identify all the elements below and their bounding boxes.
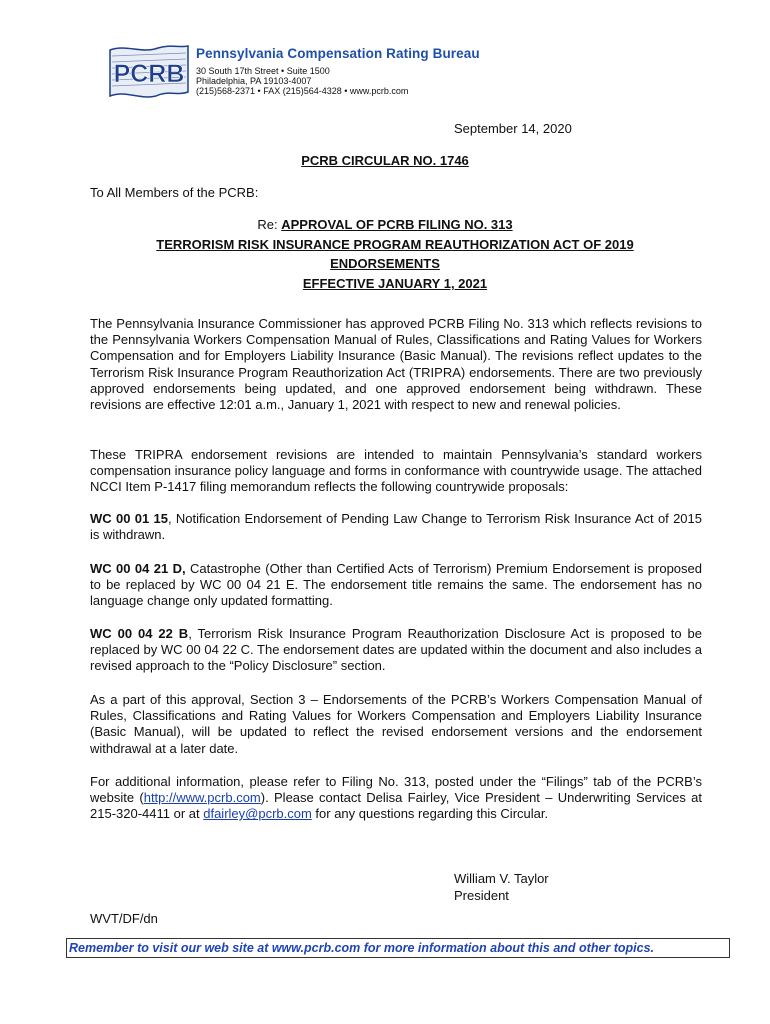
endorsement-code: WC 00 04 21 D, [90, 561, 186, 576]
signer-name: William V. Taylor [454, 871, 549, 886]
signer-title: President [454, 888, 509, 903]
org-contact-line: (215)568-2371 • FAX (215)564-4328 • www.pcrb.com [196, 86, 409, 96]
org-address-line-2: Philadelphia, PA 19103-4007 [196, 76, 312, 86]
subject-line-2: TERRORISM RISK INSURANCE PROGRAM REAUTHORIZATION ACT OF 2019 [156, 237, 634, 252]
subject-filing: APPROVAL OF PCRB FILING NO. 313 [281, 217, 513, 232]
email-link[interactable]: dfairley@pcrb.com [203, 806, 312, 822]
website-link[interactable]: http://www.pcrb.com [143, 790, 261, 806]
pcrb-logo [108, 44, 190, 100]
subject-line-3: ENDORSEMENTS [330, 256, 440, 271]
paragraph-contact [90, 774, 702, 823]
footer-reminder: Remember to visit our web site at www.pcrb.com for more information about this and other topics. [66, 938, 730, 958]
circular-number: PCRB CIRCULAR NO. 1746 [301, 153, 469, 168]
org-name: Pennsylvania Compensation Rating Bureau [196, 46, 480, 61]
paragraph-wc000421 [90, 561, 702, 610]
paragraph-approval: The Pennsylvania Insurance Commissioner has approved PCRB Filing No. 313 which reflects revisions to the Pennsylvania Workers Compensation Manual of Rules, Classifications and Rating Values for Workers Compensation and for Employers Liability Insurance (Basic Manual). The revisions reflect updates to the Terrorism Risk Insurance Program Reauthorization Act (TRIPRA) endorsements. There are two previously approved endorsements being updated, and one approved endorsement being withdrawn. These revisions are effective 12:01 a.m., January 1, 2021 with respect to new and renewal policies. [90, 316, 702, 413]
paragraph-wc000115 [90, 511, 702, 543]
subject-line-1 [0, 217, 770, 232]
endorsement-text: Catastrophe (Other than Certified Acts of Terrorism) Premium Endorsement is proposed to be replaced by WC 00 04 21 E. The endorsement title remains the same. The endorsement has no language change only updated formatting. [90, 561, 702, 609]
letter-date: September 14, 2020 [454, 121, 572, 136]
typist-initials: WVT/DF/dn [90, 911, 158, 926]
svg-text:PCRB: PCRB [113, 60, 185, 88]
contact-text-b: ). Please contact Delisa Fairley, Vice President – Underwriting Services at 215-320-4411 or at [90, 790, 702, 822]
endorsement-code: WC 00 04 22 B [90, 626, 189, 641]
contact-text-c: for any questions regarding this Circular. [311, 806, 549, 822]
paragraph-section3: As a part of this approval, Section 3 – Endorsements of the PCRB’s Workers Compensation Manual of Rules, Classifications and Rating Values for Workers Compensation and Employers Liability Insurance (Basic Manual), will be updated to reflect the revised endorsement versions and the endorsement withdrawal at a later date. [90, 692, 702, 756]
paragraph-wc000422 [90, 626, 702, 675]
endorsement-text: , Notification Endorsement of Pending Law Change to Terrorism Risk Insurance Act of 2015 is withdrawn. [90, 511, 703, 543]
endorsement-text: , Terrorism Risk Insurance Program Reauthorization Disclosure Act is proposed to be replaced by WC 00 04 22 C. The endorsement dates are updated within the document and also includes a revised approach to the “Policy Disclosure” section. [90, 626, 702, 674]
paragraph-tripra: These TRIPRA endorsement revisions are intended to maintain Pennsylvania’s standard workers compensation insurance policy language and forms in conformance with countrywide usage. The attached NCCI Item P-1417 filing memorandum reflects the following countrywide proposals: [90, 447, 702, 495]
subject-effective-date: EFFECTIVE JANUARY 1, 2021 [302, 276, 488, 291]
org-address-line-1: 30 South 17th Street • Suite 1500 [196, 66, 330, 76]
contact-text-a: For additional information, please refer to Filing No. 313, posted under the “Filings” tab of the PCRB’s website ( [90, 774, 702, 806]
salutation: To All Members of the PCRB: [90, 185, 259, 200]
subject-prefix: Re: [257, 217, 282, 232]
endorsement-code: WC 00 01 15 [90, 511, 168, 526]
pcrb-flag-logo-icon [108, 44, 190, 100]
